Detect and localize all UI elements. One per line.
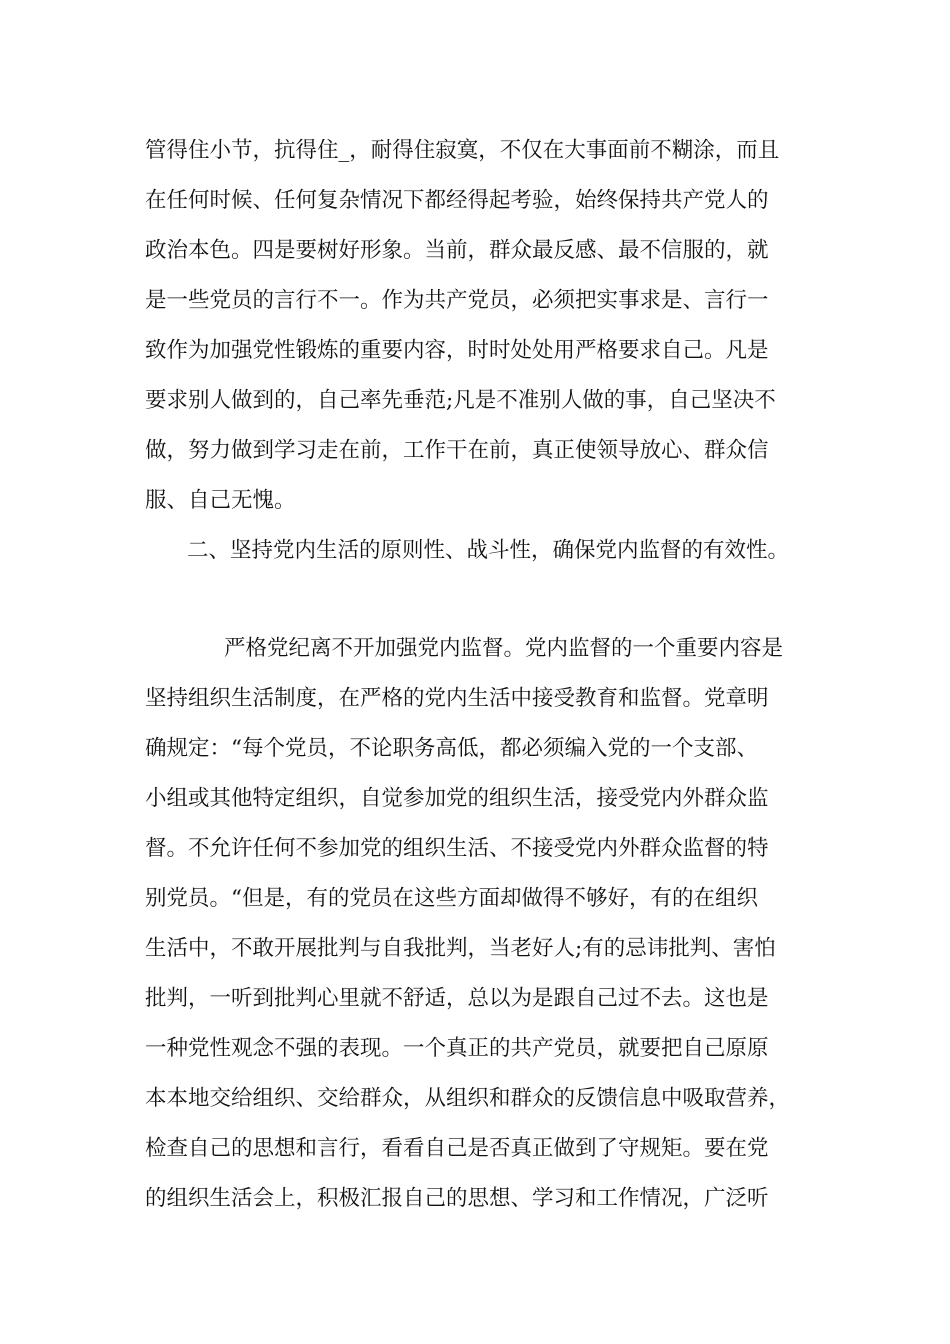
text-line: 小组或其他特定组织，自觉参加党的组织生活，接受党内外群众监 [145,786,769,811]
text-line: 服、自己无愧。 [145,488,296,513]
text-line: 要求别人做到的，自己率先垂范;凡是不准别人做的事，自己坚决不 [145,388,776,413]
section-heading: 二、坚持党内生活的原则性、战斗性，确保党内监督的有效性。 [187,538,790,563]
text-line: 检查自己的思想和言行，看看自己是否真正做到了守规矩。要在党 [145,1136,769,1161]
text-line: 管得住小节，抗得住_，耐得住寂寞，不仅在大事面前不糊涂，而且 [145,138,780,163]
text-line: 政治本色。四是要树好形象。当前，群众最反感、最不信服的，就 [145,238,769,263]
text-line: 生活中，不敢开展批判与自我批判，当老好人;有的忌讳批判、害怕 [145,936,776,961]
text-line: 督。不允许任何不参加党的组织生活、不接受党内外群众监督的特 [145,836,769,861]
text-line: 批判，一听到批判心里就不舒适，总以为是跟自己过不去。这也是 [145,986,769,1011]
text-line: 的组织生活会上，积极汇报自己的思想、学习和工作情况，广泛听 [145,1186,769,1211]
text-line: 坚持组织生活制度，在严格的党内生活中接受教育和监督。党章明 [145,686,769,711]
text-line: 做，努力做到学习走在前，工作干在前，真正使领导放心、群众信 [145,438,769,463]
text-line: 一种党性观念不强的表现。一个真正的共产党员，就要把自己原原 [145,1036,769,1061]
text-line: 本本地交给组织、交给群众，从组织和群众的反馈信息中吸取营养， [145,1086,791,1111]
text-line: 确规定：“每个党员，不论职务高低，都必须编入党的一个支部、 [145,736,758,761]
text-line: 致作为加强党性锻炼的重要内容，时时处处用严格要求自己。凡是 [145,338,769,363]
text-line: 是一些党员的言行不一。作为共产党员，必须把实事求是、言行一 [145,288,769,313]
paragraph-first-line: 严格党纪离不开加强党内监督。党内监督的一个重要内容是 [224,636,784,661]
text-line: 别党员。“但是，有的党员在这些方面却做得不够好，有的在组织 [145,886,758,911]
text-line: 在任何时候、任何复杂情况下都经得起考验，始终保持共产党人的 [145,188,769,213]
